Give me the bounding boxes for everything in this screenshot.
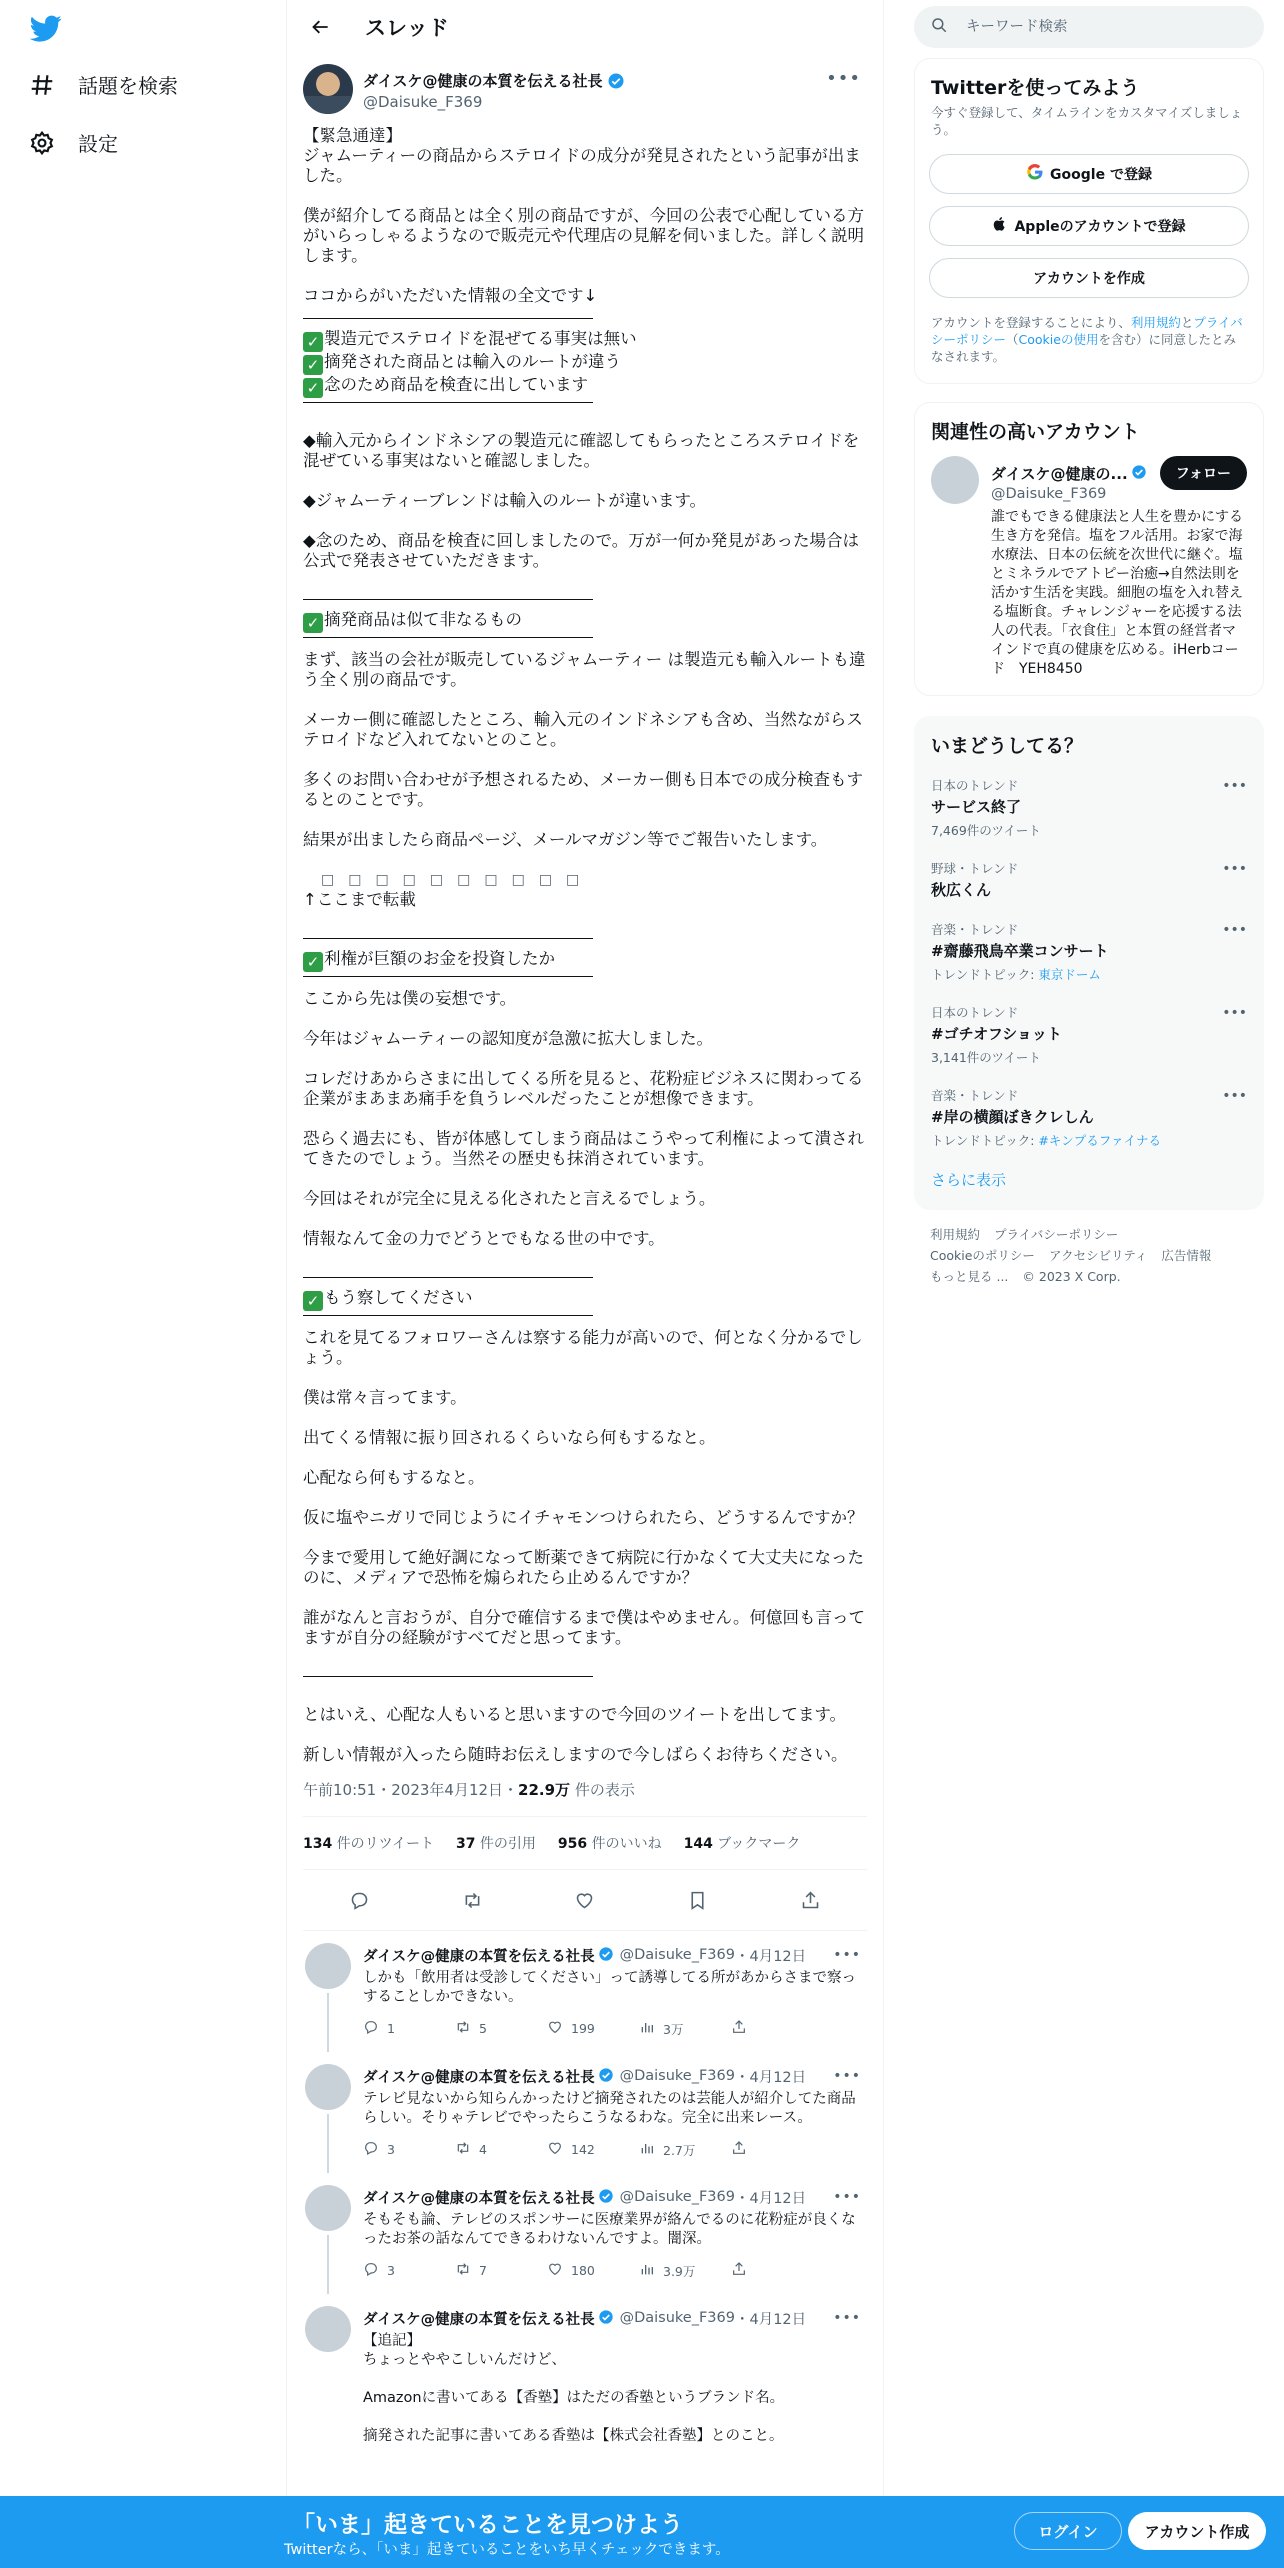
twitter-bird-icon[interactable]: [28, 12, 64, 44]
trend-topic-link[interactable]: #キンプるファイナる: [1038, 1133, 1161, 1148]
cookie-link[interactable]: Cookieの使用: [1018, 332, 1099, 347]
more-options-icon[interactable]: •••: [1222, 1005, 1247, 1021]
like-count: 199: [571, 2021, 595, 2036]
section-heading: [303, 610, 867, 633]
divider: [303, 1277, 593, 1278]
trend-item[interactable]: [915, 993, 1263, 1076]
nav-settings-label: 設定: [78, 132, 118, 156]
more-options-icon[interactable]: •••: [1222, 1088, 1247, 1104]
trend-item[interactable]: [915, 849, 1263, 910]
reply-tweet[interactable]: [287, 2052, 883, 2173]
retweet-count: 7: [479, 2263, 487, 2278]
legal-text: を含む）に同意したとみなされます。: [931, 332, 1236, 364]
retweet-count: 5: [479, 2021, 487, 2036]
related-account[interactable]: [915, 444, 1263, 693]
more-options-icon[interactable]: •••: [1222, 922, 1247, 938]
signup-button[interactable]: アカウント作成: [1128, 2512, 1266, 2550]
trend-item[interactable]: [915, 1076, 1263, 1159]
create-account-button[interactable]: [929, 258, 1249, 298]
search-icon: [930, 16, 948, 38]
bottom-signup-bar: [0, 2496, 1284, 2568]
more-options-icon[interactable]: •••: [826, 68, 861, 89]
signup-title: Twitterを使ってみよう: [931, 77, 1140, 99]
tweet-paragraph: 多くのお問い合わせが予想されるため、メーカー側も日本での成分検査もするとのことです。: [303, 770, 864, 809]
tweet-actions: [303, 1870, 867, 1931]
trend-title: 秋広くん: [931, 881, 992, 899]
tweet-paragraph: 心配なら何もするなと。: [303, 1468, 485, 1487]
terms-link[interactable]: 利用規約: [1130, 315, 1181, 330]
trend-category: 野球・トレンド: [931, 861, 1019, 876]
divider: [303, 637, 593, 638]
footer-privacy-link[interactable]: プライバシーポリシー: [994, 1227, 1119, 1242]
check-mark-icon: ✓: [303, 952, 323, 972]
nav-explore[interactable]: [28, 70, 178, 99]
left-navigation: [0, 0, 286, 2568]
bottom-headline: 「いま」起きていることを見つけよう: [292, 2512, 683, 2538]
apple-icon: [992, 216, 1008, 236]
trend-title: #ゴチオフショット: [931, 1025, 1062, 1043]
stat-label: 件のいいね: [587, 1836, 662, 1852]
checklist-item: 念のため商品を検査に出しています: [324, 375, 588, 394]
share-button[interactable]: [731, 2019, 823, 2038]
reply-handle[interactable]: @Daisuke_F369: [619, 1947, 735, 1963]
tweet-paragraph: 【緊急通達】 ジャムーティーの商品からステロイドの成分が発見されたという記事が出ました。: [303, 126, 861, 185]
checklist: [303, 329, 867, 398]
views-button[interactable]: [639, 2261, 731, 2280]
signup-card: [914, 58, 1264, 384]
divider: [303, 938, 593, 939]
login-button[interactable]: ログイン: [1014, 2512, 1122, 2550]
tweet-paragraph: 結果が出ましたら商品ページ、メールマガジン等でご報告いたします。: [303, 830, 828, 849]
trend-title: #岸の横顔ぼきクレしん: [931, 1108, 1094, 1126]
related-name[interactable]: ダイスケ@健康の...: [991, 464, 1128, 483]
tweet-paragraph: 僕が紹介してる商品とは全く別の商品ですが、今回の公表で心配している方がいらっしゃるようなので販売元や代理店の見解を伺いました。詳しく説明します。: [303, 206, 864, 265]
trend-title: #齋藤飛鳥卒業コンサート: [931, 942, 1109, 960]
section-heading-text: 利権が巨額のお金を投資したか: [324, 949, 555, 968]
page-title: スレッド: [365, 16, 449, 40]
checklist-item: 製造元でステロイドを混ぜてる事実は無い: [324, 329, 637, 348]
stat-number: 37: [455, 1836, 476, 1852]
views-button[interactable]: [639, 2019, 731, 2038]
trends-card: [914, 716, 1264, 1210]
legal-text: アカウントを登録することにより、: [931, 315, 1131, 330]
check-mark-icon: ✓: [303, 332, 323, 352]
footer-ads-link[interactable]: 広告情報: [1161, 1248, 1212, 1263]
section-heading: [303, 949, 867, 972]
share-icon: [731, 2140, 747, 2159]
section-heading-text: もう察してください: [324, 1288, 473, 1307]
apple-signup-button[interactable]: [929, 206, 1249, 246]
reply-avatar[interactable]: [305, 2185, 351, 2231]
bar-chart-icon: [639, 2261, 655, 2280]
reply-text: 【追記】 ちょっとややこしいんだけど、 Amazonに書いてある【香塾】はただの香塾というブランド名。 摘発された記事に書いてある香塾は【株式会社香塾】とのこと。: [363, 2333, 785, 2444]
tweet-paragraph: ◆念のため、商品を検査に回しましたので。万が一何か発見があった場合は公式で発表させていただきます。: [303, 531, 860, 570]
retweet-icon: [455, 2261, 471, 2280]
share-button[interactable]: [731, 2261, 823, 2280]
reply-count: 1: [387, 2021, 395, 2036]
tweet-paragraph: コレだけあからさまに出してくる所を見ると、花粉症ビジネスに関わってる企業がまあまあ痛手を負うレベルだったことが想像できます。: [303, 1069, 864, 1108]
verified-badge-icon: [598, 2309, 616, 2327]
tweet-paragraph: 誰がなんと言おうが、自分で確信するまで僕はやめません。何億回も言ってますが自分の経験がすべてだと思ってます。: [303, 1608, 865, 1647]
divider: [303, 402, 593, 403]
tweet-paragraph: 今まで愛用して絶好調になって断薬できて病院に行かなくて大丈夫になったのに、メディアで恐怖を煽られたら止めるんですか？: [303, 1548, 864, 1587]
like-button[interactable]: [547, 2261, 639, 2280]
trend-category: 日本のトレンド: [931, 778, 1019, 793]
trend-item[interactable]: [915, 910, 1263, 993]
trend-topic-label: トレンドトピック:: [931, 967, 1039, 982]
search-input[interactable]: [966, 19, 1236, 35]
reply-date[interactable]: ・4月12日: [734, 2311, 807, 2328]
reply-count: 3: [387, 2142, 395, 2157]
tweet-paragraph: 新しい情報が入ったら随時お伝えしますので今しばらくお待ちください。: [303, 1745, 848, 1764]
tweet-paragraph: ◆輸入元からインドネシアの製造元に確認してもらったところステロイドを混ぜている事実はないと確認しました。: [303, 431, 860, 470]
retweet-button[interactable]: [455, 2019, 547, 2038]
trend-count: 7,469件のツイート: [931, 823, 1041, 838]
verified-badge-icon: [598, 2067, 616, 2085]
trend-topic-link[interactable]: 東京ドーム: [1038, 967, 1101, 982]
reply-button[interactable]: [363, 2019, 455, 2038]
related-avatar[interactable]: [931, 456, 979, 504]
verified-badge-icon: [598, 2188, 616, 2206]
like-button[interactable]: [547, 2019, 639, 2038]
tweet-paragraph: 情報なんて金の力でどうとでもなる世の中です。: [303, 1229, 665, 1248]
google-icon: [1026, 163, 1044, 185]
main-tweet: [287, 54, 883, 1931]
trend-topic-label: トレンドトピック:: [931, 1133, 1039, 1148]
reply-button[interactable]: [363, 2140, 455, 2159]
view-count-label: 件の表示: [570, 1781, 635, 1799]
like-icon: [547, 2261, 563, 2280]
retweet-button[interactable]: [455, 2261, 547, 2280]
author-avatar[interactable]: [303, 64, 353, 114]
like-stat[interactable]: [558, 1833, 662, 1853]
divider: [303, 599, 593, 600]
reply-handle[interactable]: @Daisuke_F369: [619, 2310, 735, 2326]
stat-label: 件の引用: [475, 1836, 536, 1852]
tweet-paragraph: ここから先は僕の妄想です。: [303, 989, 517, 1008]
stat-label: 件のリツイート: [332, 1836, 434, 1852]
view-count: 2.7万: [663, 2142, 696, 2158]
author-display-name[interactable]: ダイスケ@健康の本質を伝える社長: [363, 72, 603, 90]
reply-text: しかも「飲用者は受診してください」って誘導してる所があからさまで察っすることしかできない。: [363, 1970, 856, 2005]
more-options-icon[interactable]: •••: [1222, 778, 1247, 794]
retweet-stat[interactable]: [303, 1833, 434, 1853]
reply-tweet[interactable]: [287, 1931, 883, 2052]
bookmark-icon[interactable]: [680, 1882, 716, 1918]
trend-title: サービス終了: [931, 798, 1022, 816]
create-account-label: アカウントを作成: [1033, 271, 1145, 287]
retweet-icon[interactable]: [454, 1882, 490, 1918]
quote-stat[interactable]: [456, 1833, 536, 1853]
divider: [303, 1676, 593, 1677]
reply-author-name[interactable]: ダイスケ@健康の本質を伝える社長: [363, 2190, 595, 2207]
author-name[interactable]: [363, 70, 820, 91]
tweet-paragraph: 今年はジャムーティーの認知度が急激に拡大しました。: [303, 1029, 714, 1048]
unrendered-glyphs: □□□□□□□□□□: [321, 872, 594, 888]
bookmark-stat[interactable]: [684, 1833, 801, 1853]
reply-date[interactable]: ・4月12日: [734, 2069, 807, 2086]
like-icon: [547, 2140, 563, 2159]
tweet-paragraph: とはいえ、心配な人もいると思いますので今回のツイートを出してます。: [303, 1705, 847, 1724]
tweet-paragraph: まず、該当の会社が販売しているジャムーティー は製造元も輸入ルートも違う全く別の商品です。: [303, 650, 866, 689]
thread-line: [327, 2114, 329, 2173]
tweet-paragraph: ◆ジャムーティーブレンドは輸入のルートが違います。: [303, 491, 706, 510]
checklist-item: 摘発された商品とは輸入のルートが違う: [324, 352, 621, 371]
trend-item[interactable]: [915, 766, 1263, 849]
tweet-paragraph: ↑ここまで転載: [303, 890, 416, 909]
tweet-time[interactable]: 午前10:51・2023年4月12日・: [303, 1781, 519, 1799]
reply-avatar[interactable]: [305, 2064, 351, 2110]
footer-cookie-link[interactable]: Cookieのポリシー: [930, 1248, 1035, 1263]
like-count: 142: [571, 2142, 595, 2157]
check-mark-icon: ✓: [303, 378, 323, 398]
verified-badge-icon: [598, 1946, 616, 1964]
reply-count: 3: [387, 2263, 395, 2278]
legal-text: （: [1006, 332, 1019, 347]
divider: [303, 1315, 593, 1316]
reply-handle[interactable]: @Daisuke_F369: [619, 2189, 735, 2205]
reply-handle[interactable]: @Daisuke_F369: [619, 2068, 735, 2084]
more-options-icon[interactable]: •••: [833, 2310, 861, 2326]
thread-line: [327, 2235, 329, 2294]
back-arrow-icon[interactable]: [303, 9, 339, 45]
main-column: [286, 0, 884, 2568]
footer-links: [930, 1224, 1250, 1287]
reply-icon[interactable]: [341, 1882, 377, 1918]
follow-button[interactable]: フォロー: [1160, 456, 1247, 490]
share-icon: [731, 2019, 747, 2038]
gear-icon: [28, 129, 56, 157]
reply-icon: [363, 2019, 379, 2038]
tweet-paragraph: 恐らく過去にも、皆が体感してしまう商品はこうやって利権によって潰されてきたのでしょう。当然その歴史も抹消されています。: [303, 1129, 864, 1168]
thread-header: [287, 0, 883, 54]
stat-number: 134: [303, 1836, 333, 1852]
thread-line: [327, 1993, 329, 2052]
trends-title: いまどうしてる？: [931, 735, 1084, 757]
share-button[interactable]: [731, 2140, 823, 2159]
reply-author-name[interactable]: ダイスケ@健康の本質を伝える社長: [363, 2069, 595, 2086]
reply-tweet[interactable]: [287, 2173, 883, 2294]
reply-tweet[interactable]: [287, 2294, 883, 2446]
tweet-paragraph: 僕は常々言ってます。: [303, 1388, 467, 1407]
reply-author-name[interactable]: ダイスケ@健康の本質を伝える社長: [363, 1948, 595, 1965]
verified-badge-icon: [607, 72, 625, 90]
author-handle[interactable]: @Daisuke_F369: [363, 93, 483, 111]
tweet-timestamp: [303, 1765, 867, 1817]
stat-number: 956: [557, 1836, 588, 1852]
apple-signup-label: Appleのアカウントで登録: [1014, 219, 1186, 235]
check-mark-icon: ✓: [303, 613, 323, 633]
retweet-icon: [455, 2140, 471, 2159]
section-heading: [303, 1288, 867, 1311]
tweet-paragraph: 仮に塩やニガリで同じようにイチャモンつけられたら、どうするんですか？: [303, 1508, 864, 1527]
bottom-subline: Twitterなら、「いま」起きていることをいち早くチェックできます。: [284, 2542, 730, 2558]
bar-chart-icon: [639, 2140, 655, 2159]
stat-number: 144: [683, 1836, 713, 1852]
like-button[interactable]: [547, 2140, 639, 2159]
footer-accessibility-link[interactable]: アクセシビリティ: [1048, 1248, 1148, 1263]
more-options-icon[interactable]: •••: [833, 1947, 861, 1963]
reply-avatar[interactable]: [305, 1943, 351, 1989]
trend-count: 3,141件のツイート: [931, 1050, 1041, 1065]
reply-icon: [363, 2140, 379, 2159]
stat-label: ブックマーク: [712, 1836, 801, 1852]
retweet-icon: [455, 2019, 471, 2038]
check-mark-icon: ✓: [303, 355, 323, 375]
views-button[interactable]: [639, 2140, 731, 2159]
divider: [303, 976, 593, 977]
like-icon[interactable]: [567, 1882, 603, 1918]
tweet-paragraph: 出てくる情報に振り回されるくらいなら何もするなと。: [303, 1428, 716, 1447]
verified-badge-icon: [1131, 464, 1149, 482]
reply-date[interactable]: ・4月12日: [734, 2190, 807, 2207]
like-icon: [547, 2019, 563, 2038]
footer-terms-link[interactable]: 利用規約: [930, 1227, 981, 1242]
view-count: 3万: [663, 2021, 684, 2037]
share-icon: [731, 2261, 747, 2280]
related-title: 関連性の高いアカウント: [931, 421, 1140, 443]
reply-list: [287, 1931, 883, 2446]
view-count: 3.9万: [663, 2263, 696, 2279]
section-heading-text: 摘発商品は似て非なるもの: [324, 610, 522, 629]
tweet-paragraph: メーカー側に確認したところ、輸入元のインドネシアも含め、当然ながらステロイドなど入れてないとのこと。: [303, 710, 863, 749]
more-options-icon[interactable]: •••: [833, 2068, 861, 2084]
privacy-link[interactable]: プライバシーポリシー: [931, 315, 1243, 347]
signup-legal-text: [915, 298, 1263, 381]
reply-text: テレビ見ないから知らんかったけど摘発されたのは芸能人が紹介してた商品らしい。そりゃテレビでやったらこうなるわな。完全に出来レース。: [363, 2091, 856, 2126]
related-handle[interactable]: @Daisuke_F369: [991, 486, 1107, 502]
reply-avatar[interactable]: [305, 2306, 351, 2352]
like-count: 180: [571, 2263, 595, 2278]
legal-text: と: [1180, 315, 1194, 330]
tweet-paragraph: これを見てるフォロワーさんは察する能力が高いので、何となく分かるでしょう。: [303, 1328, 863, 1367]
nav-explore-label: 話題を検索: [78, 74, 178, 98]
more-options-icon[interactable]: •••: [833, 2189, 861, 2205]
reply-date[interactable]: ・4月12日: [734, 1948, 807, 1965]
share-icon[interactable]: [793, 1882, 829, 1918]
reply-button[interactable]: [363, 2261, 455, 2280]
show-more-link[interactable]: さらに表示: [931, 1171, 1007, 1189]
trend-category: 音楽・トレンド: [931, 922, 1019, 937]
hashtag-icon: [28, 71, 56, 99]
related-bio: 誰でもできる健康法と人生を豊かにする生き方を発信。塩をフル活用。お家で海水療法、日本の伝統を次世代に継ぐ。塩とミネラルでアトピー治癒→自然法則を活かす生活を実践。細胞の塩を入れ替える塩断食。チャレンジャーを応援する法人の代表。「衣食住」と本質の経営者マインドで真の健康を広める。iHerbコード YEH8450: [991, 509, 1243, 677]
check-mark-icon: ✓: [303, 1291, 323, 1311]
divider: [303, 318, 593, 319]
tweet-paragraph: ココからがいただいた情報の全文です↓: [303, 286, 598, 305]
tweet-paragraph: 今回はそれが完全に見える化されたと言えるでしょう。: [303, 1189, 716, 1208]
related-accounts-card: [914, 402, 1264, 696]
google-signup-label: Google で登録: [1050, 167, 1152, 183]
signup-subtitle: 今すぐ登録して、タイムラインをカスタマイズしましょう。: [931, 105, 1243, 137]
nav-settings[interactable]: [28, 128, 118, 157]
tweet-text: [303, 126, 867, 1765]
search-box[interactable]: [914, 6, 1264, 48]
footer-more-link[interactable]: もっと見る ...: [930, 1269, 1009, 1284]
reply-text: そもそも論、テレビのスポンサーに医療業界が絡んでるのに花粉症が良くなったお茶の話なんてできるわけないんですよ。闇深。: [363, 2212, 856, 2247]
google-signup-button[interactable]: [929, 154, 1249, 194]
reply-author-name[interactable]: ダイスケ@健康の本質を伝える社長: [363, 2311, 595, 2328]
trend-category: 音楽・トレンド: [931, 1088, 1019, 1103]
more-options-icon[interactable]: •••: [1222, 861, 1247, 877]
retweet-count: 4: [479, 2142, 487, 2157]
bar-chart-icon: [639, 2019, 655, 2038]
reply-icon: [363, 2261, 379, 2280]
view-count: 22.9万: [518, 1781, 571, 1799]
copyright: © 2023 X Corp.: [1022, 1269, 1121, 1284]
engagement-stats: [303, 1817, 867, 1870]
trend-category: 日本のトレンド: [931, 1005, 1019, 1020]
retweet-button[interactable]: [455, 2140, 547, 2159]
